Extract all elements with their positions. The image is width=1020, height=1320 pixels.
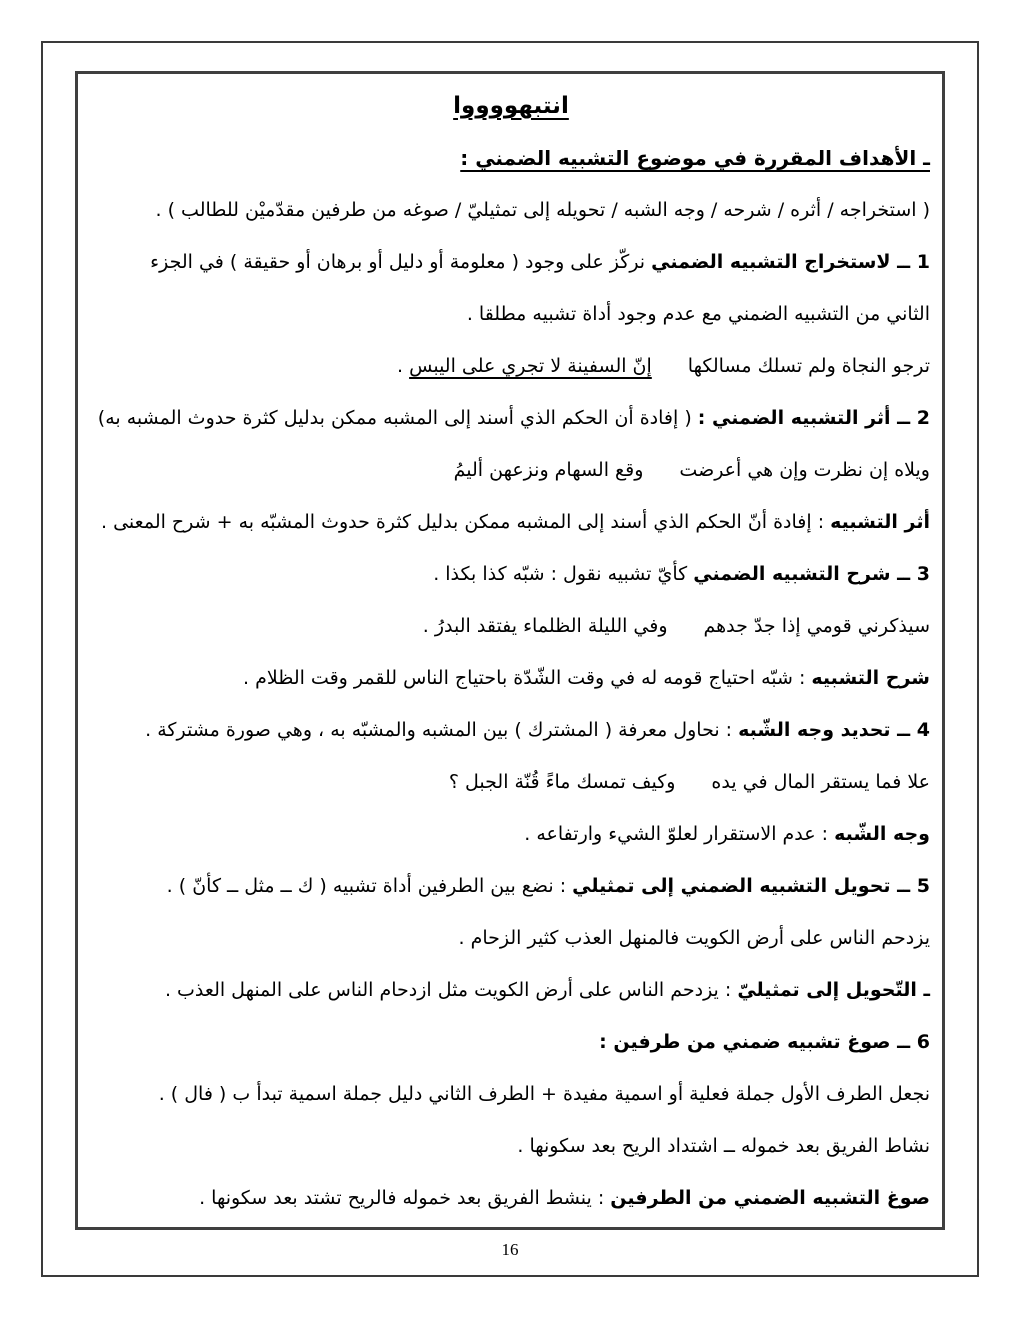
item5-body: : نضع بين الطرفين أداة تشبيه ( ك ــ مثل ــ كأنّ ) . [166, 875, 573, 897]
item3-body: كأيّ تشبيه نقول : شبّه كذا بكذا . [433, 563, 694, 585]
item1-verse-line [92, 340, 930, 392]
item1-heading-line [92, 236, 930, 288]
item3-verse-line [92, 600, 930, 652]
item5-answer-line [92, 964, 930, 1016]
item2-answer-label: أثر التشبيه [830, 511, 930, 533]
attention-title-line [92, 80, 930, 132]
item5-example-line [92, 912, 930, 964]
item6-heading-line [92, 1016, 930, 1068]
item2-verse-line [92, 444, 930, 496]
item3-answer-line [92, 652, 930, 704]
item2-body: ( إفادة أن الحكم الذي أسند إلى المشبه ممكن بدليل كثرة حدوث المشبه به) [97, 407, 698, 429]
attention-title: انتبهووووا [453, 93, 569, 119]
verse2-first-hemistich: ويلاه إن نظرت وإن هي أعرضت [679, 459, 930, 481]
verse1-second-hemistich-underlined: إنّ السفينة لا تجري على اليبس [409, 355, 652, 377]
item3-answer-text: : شبّه احتياج قومه له في وقت الشّدّة باحتياج الناس للقمر وقت الظلام . [243, 667, 812, 689]
item6-answer-text: : ينشط الفريق بعد خموله فالريح تشتد بعد سكونها . [199, 1187, 611, 1209]
item5-answer-label: ـ التّحويل إلى تمثيليّ [737, 979, 930, 1001]
verse4-first-hemistich: علا فما يستقر المال في يده [711, 771, 930, 793]
item1-heading: 1 ــ لاستخراج التشبيه الضمني [651, 251, 930, 273]
content-frame [75, 71, 945, 1230]
item5-example: يزدحم الناس على أرض الكويت فالمنهل العذب كثير الزحام . [458, 927, 930, 949]
verse1-first-hemistich: ترجو النجاة ولم تسلك مسالكها [687, 355, 930, 377]
item4-heading: 4 ــ تحديد وجه الشّبه [738, 719, 930, 741]
item6-answer-label: صوغ التشبيه الضمني من الطرفين [610, 1187, 930, 1209]
item4-heading-line [92, 704, 930, 756]
item5-heading: 5 ــ تحويل التشبيه الضمني إلى تمثيلي [572, 875, 930, 897]
item2-answer-text: : إفادة أنّ الحكم الذي أسند إلى المشبه ممكن بدليل كثرة حدوث المشبّه به + شرح المعنى . [101, 511, 831, 533]
item6-example-line [92, 1120, 930, 1172]
item4-body: : نحاول معرفة ( المشترك ) بين المشبه والمشبّه به ، وهي صورة مشتركة . [145, 719, 739, 741]
objectives-heading: ـ الأهداف المقررة في موضوع التشبيه الضمني : [460, 146, 930, 170]
item6-body: نجعل الطرف الأول جملة فعلية أو اسمية مفيدة + الطرف الثاني دليل جملة اسمية تبدأ ب ( فال ) . [158, 1083, 930, 1105]
item3-heading: 3 ــ شرح التشبيه الضمني [693, 563, 930, 585]
page-number: 16 [501, 1240, 519, 1259]
item6-body-line [92, 1068, 930, 1120]
item3-answer-label: شرح التشبيه [811, 667, 930, 689]
verse3-first-hemistich: سيذكرني قومي إذا جدّ جدهم [703, 615, 930, 637]
item1-body2: الثاني من التشبيه الضمني مع عدم وجود أداة تشبيه مطلقا . [466, 303, 930, 325]
item5-heading-line [92, 860, 930, 912]
item1-body: نركّز على وجود ( معلومة أو دليل أو برهان أو حقيقة ) في الجزء [150, 251, 652, 273]
verse3-second-hemistich: وفي الليلة الظلماء يفتقد البدرُ . [422, 615, 668, 637]
item1-continuation-line [92, 288, 930, 340]
objectives-list: ( استخراجه / أثره / شرحه / وجه الشبه / تحويله إلى تمثيليّ / صوغه من طرفين مقدّميْن للطالب ) . [155, 199, 930, 221]
verse4-second-hemistich: وكيف تمسك ماءً قُنّة الجبل ؟ [448, 771, 676, 793]
objectives-heading-line [92, 132, 930, 184]
item4-answer-line [92, 808, 930, 860]
item3-heading-line [92, 548, 930, 600]
item6-heading: 6 ــ صوغ تشبيه ضمني من طرفين : [599, 1031, 930, 1053]
item6-answer-line [92, 1172, 930, 1224]
verse2-second-hemistich: وقع السهام ونزعهن أليمُ [453, 459, 644, 481]
item2-heading-line [92, 392, 930, 444]
item4-answer-text: : عدم الاستقرار لعلوّ الشيء وارتفاعه . [524, 823, 835, 845]
objectives-list-line [92, 184, 930, 236]
item4-verse-line [92, 756, 930, 808]
item2-answer-line [92, 496, 930, 548]
item2-heading: 2 ــ أثر التشبيه الضمني : [697, 407, 930, 429]
item5-answer-text: : يزدحم الناس على أرض الكويت مثل ازدحام الناس على المنهل العذب . [164, 979, 738, 1001]
verse1-tail: . [397, 355, 410, 377]
item6-example: نشاط الفريق بعد خموله ــ اشتداد الريح بعد سكونها . [517, 1135, 930, 1157]
item4-answer-label: وجه الشّبه [834, 823, 930, 845]
